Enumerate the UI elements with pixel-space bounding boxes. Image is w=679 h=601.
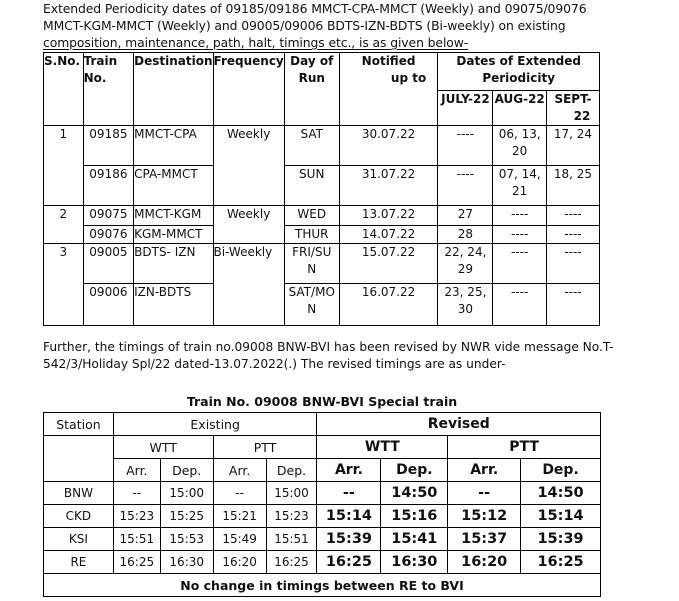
table-row: 09076 KGM-MMCT THUR 14.07.22 28 ---- ---- <box>44 226 600 244</box>
header-notified: Notified up to <box>339 53 438 126</box>
header-revised-ptt: PTT <box>448 436 601 459</box>
header-aug: AUG-22 <box>493 91 546 126</box>
header-existing-ptt: PTT <box>213 436 317 459</box>
intro-line-1: Extended Periodicity dates of 09185/09186 MMCT-CPA-MMCT (Weekly) and 09075/09076 <box>43 1 587 16</box>
header-day-of-run: Day of Run <box>284 53 339 126</box>
header-frequency: Frequency <box>213 53 284 126</box>
timings-title: Train No. 09008 BNW-BVI Special train <box>44 390 601 413</box>
header-destination: Destination <box>134 53 213 126</box>
header-revised: Revised <box>317 413 601 436</box>
table-row: CKD 15:23 15:25 15:21 15:23 15:14 15:16 15:12 15:14 <box>44 505 601 528</box>
table-row: 3 09005 BDTS- IZN Bi-Weekly FRI/SU N 15.07.22 22, 24, 29 ---- ---- <box>44 244 600 284</box>
table-row: 09006 IZN-BDTS SAT/MO N 16.07.22 23, 25, 30 ---- ---- <box>44 284 600 326</box>
header-sept: SEPT- 22 <box>546 91 599 126</box>
intro-line-2: MMCT-KGM-MMCT (Weekly) and 09005/09006 BDTS-IZN-BDTS (Bi-weekly) on existing <box>43 18 566 33</box>
revision-line-1: Further, the timings of train no.09008 BNW-BVI has been revised by NWR vide message No.T- <box>43 340 614 354</box>
header-existing: Existing <box>113 413 317 436</box>
revision-line-2: 542/3/Holiday Spl/22 dated-13.07.2022(.) The revised timings are as under- <box>43 357 506 371</box>
header-existing-wtt: WTT <box>113 436 213 459</box>
header-sno: S.No. <box>44 53 84 126</box>
header-july: JULY-22 <box>438 91 493 126</box>
table-row: BNW -- 15:00 -- 15:00 -- 14:50 -- 14:50 <box>44 482 601 505</box>
header-revised-wtt: WTT <box>317 436 448 459</box>
table-row: 2 09075 MMCT-KGM Weekly WED 13.07.22 27 ---- ---- <box>44 206 600 226</box>
intro-text <box>43 0 608 51</box>
timings-footer: No change in timings between RE to BVI <box>44 574 601 597</box>
periodicity-table <box>43 52 600 326</box>
table-row: RE 16:25 16:30 16:20 16:25 16:25 16:30 16:20 16:25 <box>44 551 601 574</box>
table-row: 09186 CPA-MMCT SUN 31.07.22 ---- 07, 14, 21 18, 25 <box>44 166 600 206</box>
table-row: 1 09185 MMCT-CPA Weekly SAT 30.07.22 ---- 06, 13, 20 17, 24 <box>44 126 600 166</box>
revision-note <box>43 339 614 373</box>
header-train: Train No. <box>83 53 134 126</box>
table-row: KSI 15:51 15:53 15:49 15:51 15:39 15:41 15:37 15:39 <box>44 528 601 551</box>
intro-line-3: composition, maintenance, path, halt, timings etc., is as given below- <box>43 35 469 50</box>
header-dates: Dates of Extended Periodicity <box>438 53 600 91</box>
timings-table: Train No. 09008 BNW-BVI Special train Station Existing Revised WTT PTT WTT PTT Arr. Dep. Arr. Dep. Arr. Dep. Arr. Dep. BNW -- 15:00 -- 15:00 -- 14:50 -- 14:50 CKD 15:23 15:25 15:21 15:23 15:14 15:16 15:12 15:14 KSI 15:51 15:53 15:49 15:51 15:39 15:41 15:37 15:39 RE 16:25 16:30 16:20 16:25 16:25 16:30 16:20 16:25 No change in timings between RE to BVI <box>43 390 601 597</box>
header-station: Station <box>44 413 114 436</box>
